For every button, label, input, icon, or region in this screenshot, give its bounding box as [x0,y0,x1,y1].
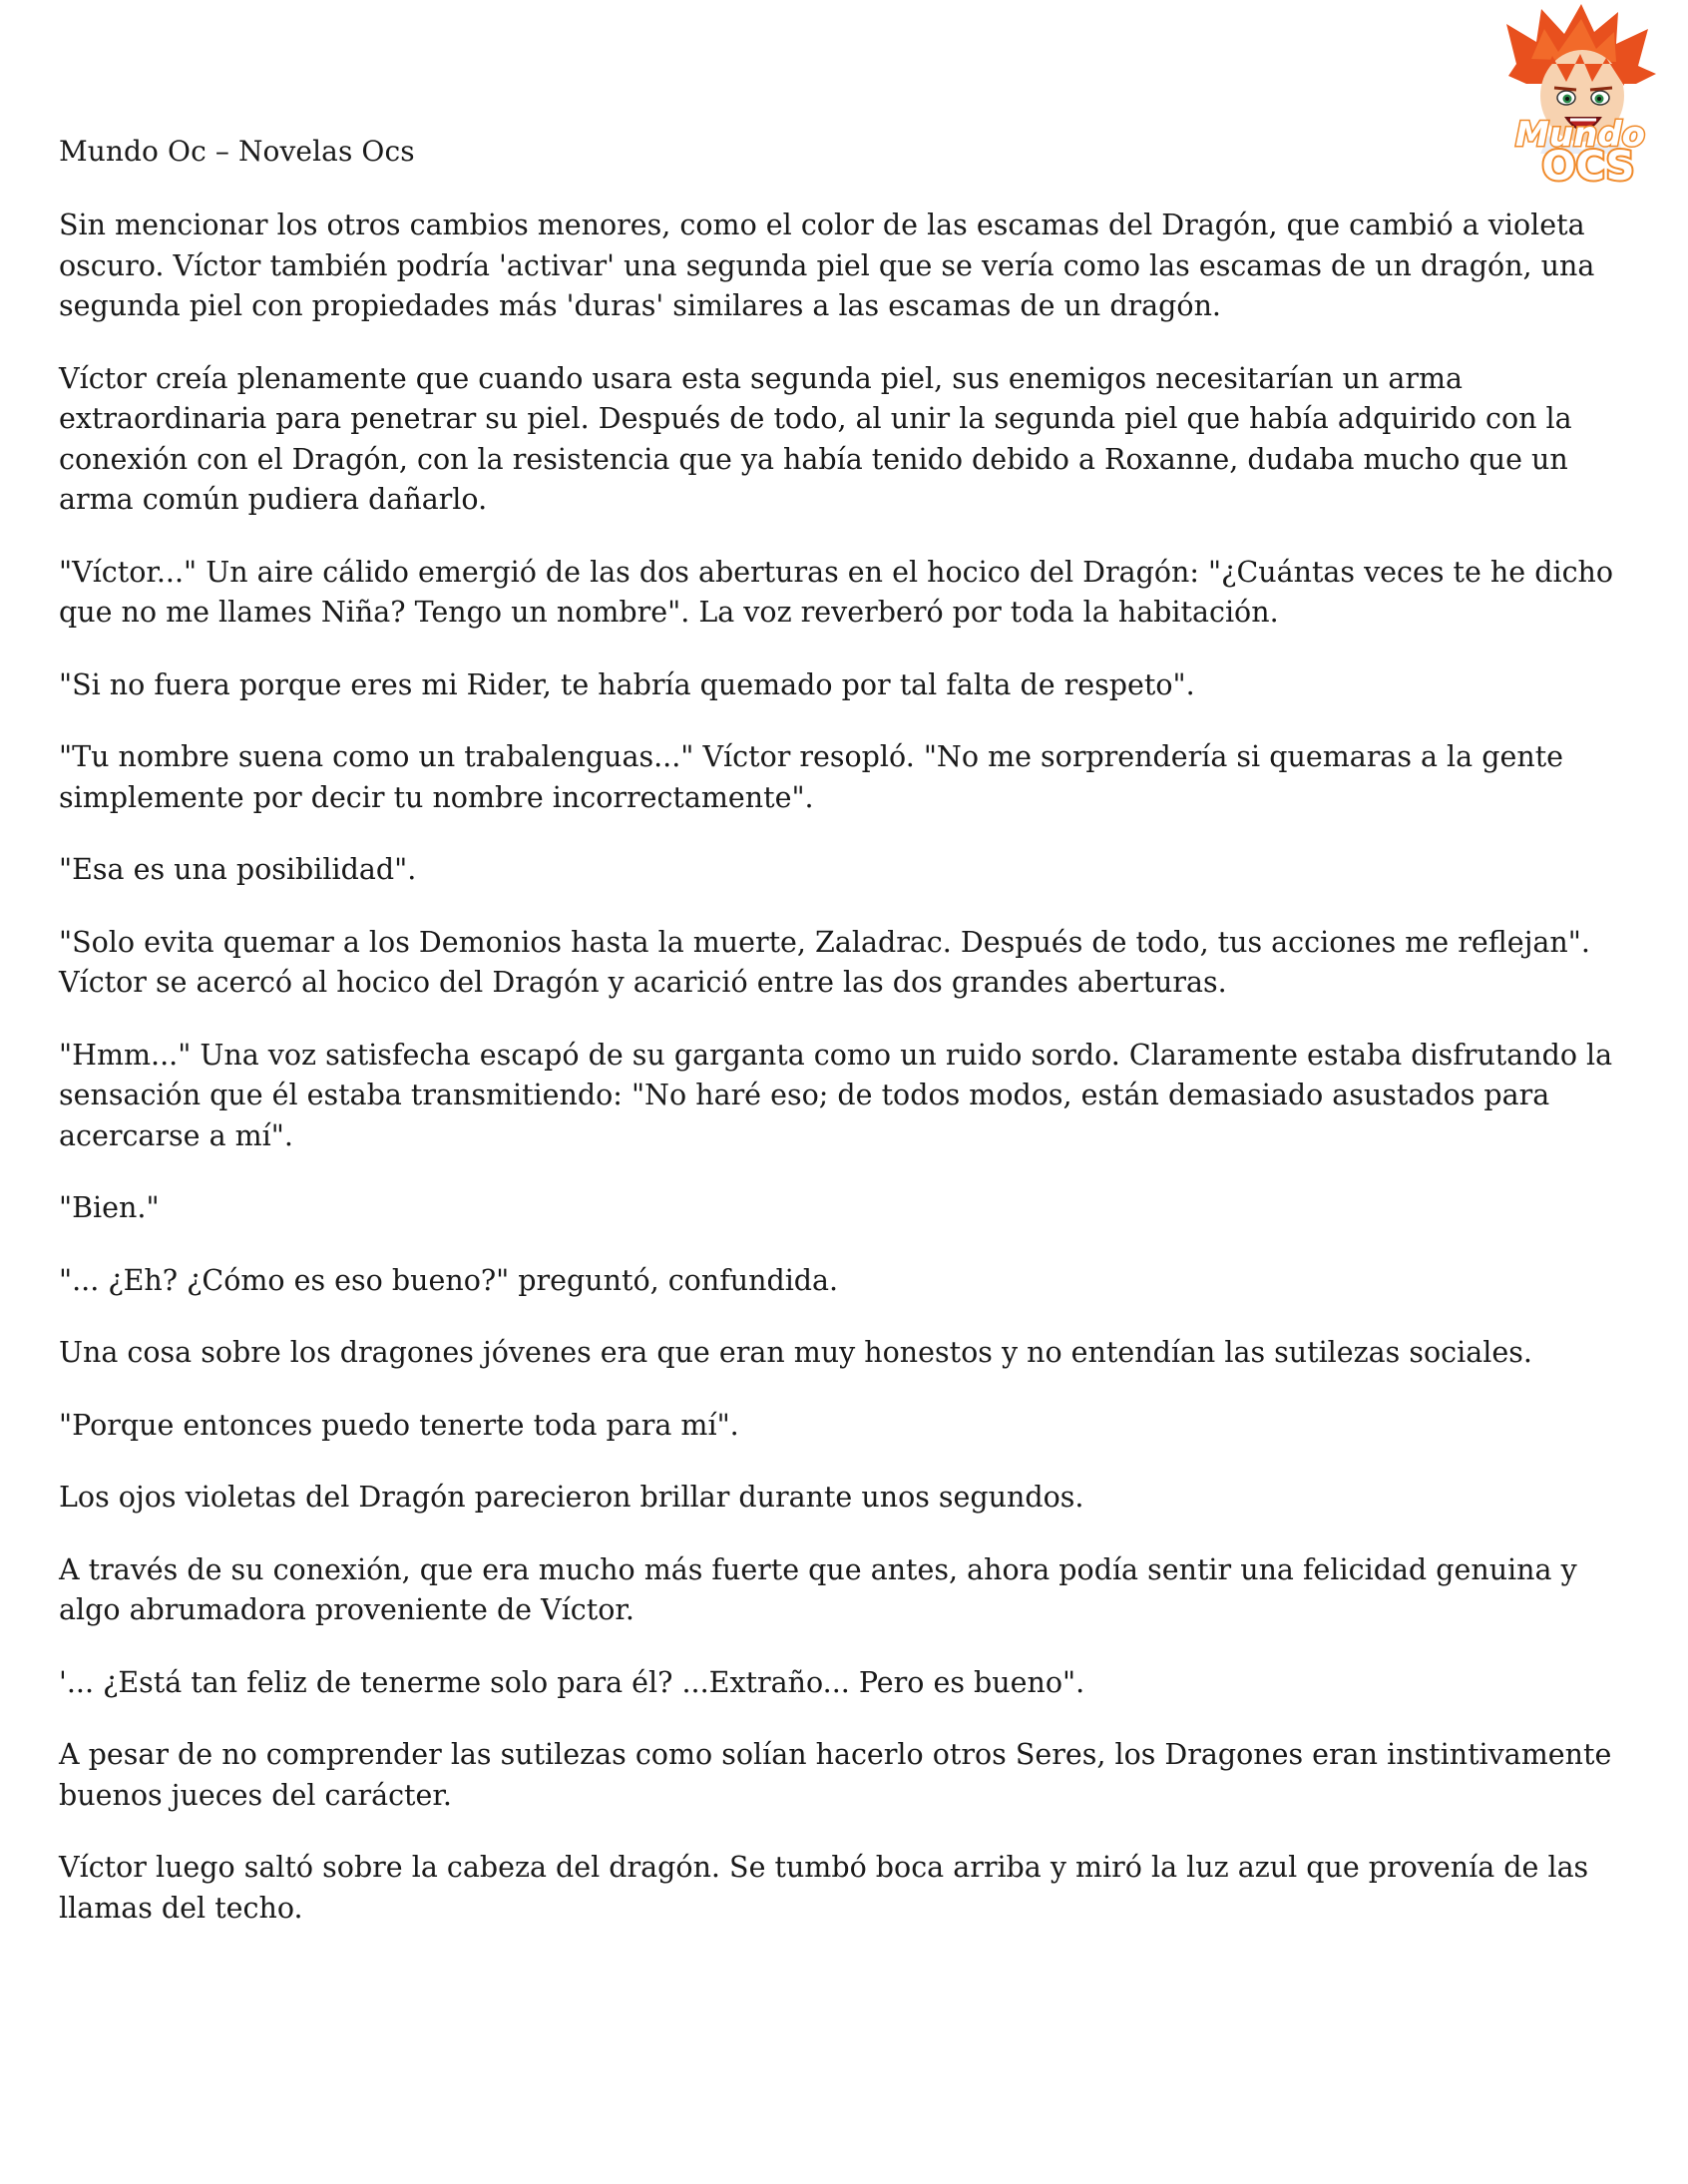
paragraph: "Hmm..." Una voz satisfecha escapó de su garganta como un ruido sordo. Claramente estaba disfrutando la sensación que él estaba transmitiendo: "No haré eso; de todos modos, están demasiado asustados para acercarse a mí". [59,1038,1613,1152]
logo-line1: Mundo [1515,115,1645,155]
anime-character-logo-icon [1496,4,1668,186]
paragraph: Víctor luego saltó sobre la cabeza del dragón. Se tumbó boca arriba y miró la luz azul que provenía de las llamas del techo. [59,1851,1589,1925]
paragraph: "Víctor..." Un aire cálido emergió de las dos aberturas en el hocico del Dragón: "¿Cuántas veces te he dicho que no me llames Niña? Tengo un nombre". La voz reverberó por toda la habitación. [59,555,1614,629]
mundo-ocs-logo [1496,4,1668,186]
paragraph: Sin mencionar los otros cambios menores, como el color de las escamas del Dragón, que cambió a violeta oscuro. Víctor también podría 'activar' una segunda piel que se vería como las escamas de un dragón, una segunda piel con propiedades más 'duras' similares a las escamas de un dragón. [59,209,1595,322]
logo-line2: OCS [1541,144,1635,186]
paragraph: "Solo evita quemar a los Demonios hasta la muerte, Zaladrac. Después de todo, tus acciones me reflejan". Víctor se acercó al hocico del Dragón y acarició entre las dos grandes aberturas. [59,925,1590,999]
paragraph: '... ¿Está tan feliz de tenerme solo para él? ...Extraño... Pero es bueno". [59,1665,1085,1699]
paragraph: Los ojos violetas del Dragón parecieron brillar durante unos segundos. [59,1481,1084,1514]
paragraph: "Si no fuera porque eres mi Rider, te habría quemado por tal falta de respeto". [59,667,1195,701]
paragraph: "Tu nombre suena como un trabalenguas..." Víctor resopló. "No me sorprendería si quemaras a la gente simplemente por decir tu nombre incorrectamente". [59,740,1564,814]
paragraph: "... ¿Eh? ¿Cómo es eso bueno?" preguntó, confundida. [59,1263,839,1297]
paragraph: "Porque entonces puedo tenerte toda para mí". [59,1408,739,1442]
paragraph: "Esa es una posibilidad". [59,853,417,886]
paragraph: Víctor creía plenamente que cuando usara esta segunda piel, sus enemigos necesitarían un arma extraordinaria para penetrar su piel. Después de todo, al unir la segunda piel que había adquirido con la conexión con el Dragón, con la resistencia que ya había tenido debido a Roxanne, dudaba mucho que un arma común pudiera dañarlo. [59,361,1572,516]
page-header-title: Mundo Oc – Novelas Ocs [59,135,415,168]
paragraph: A través de su conexión, que era mucho más fuerte que antes, ahora podía sentir una felicidad genuina y algo abrumadora proveniente de Víctor. [59,1552,1577,1626]
document-body [59,206,1615,1961]
paragraph: "Bien." [59,1191,160,1224]
paragraph: A pesar de no comprender las sutilezas como solían hacerlo otros Seres, los Dragones eran instintivamente buenos jueces del carácter. [59,1738,1612,1812]
paragraph: Una cosa sobre los dragones jóvenes era que eran muy honestos y no entendían las sutilezas sociales. [59,1336,1532,1369]
